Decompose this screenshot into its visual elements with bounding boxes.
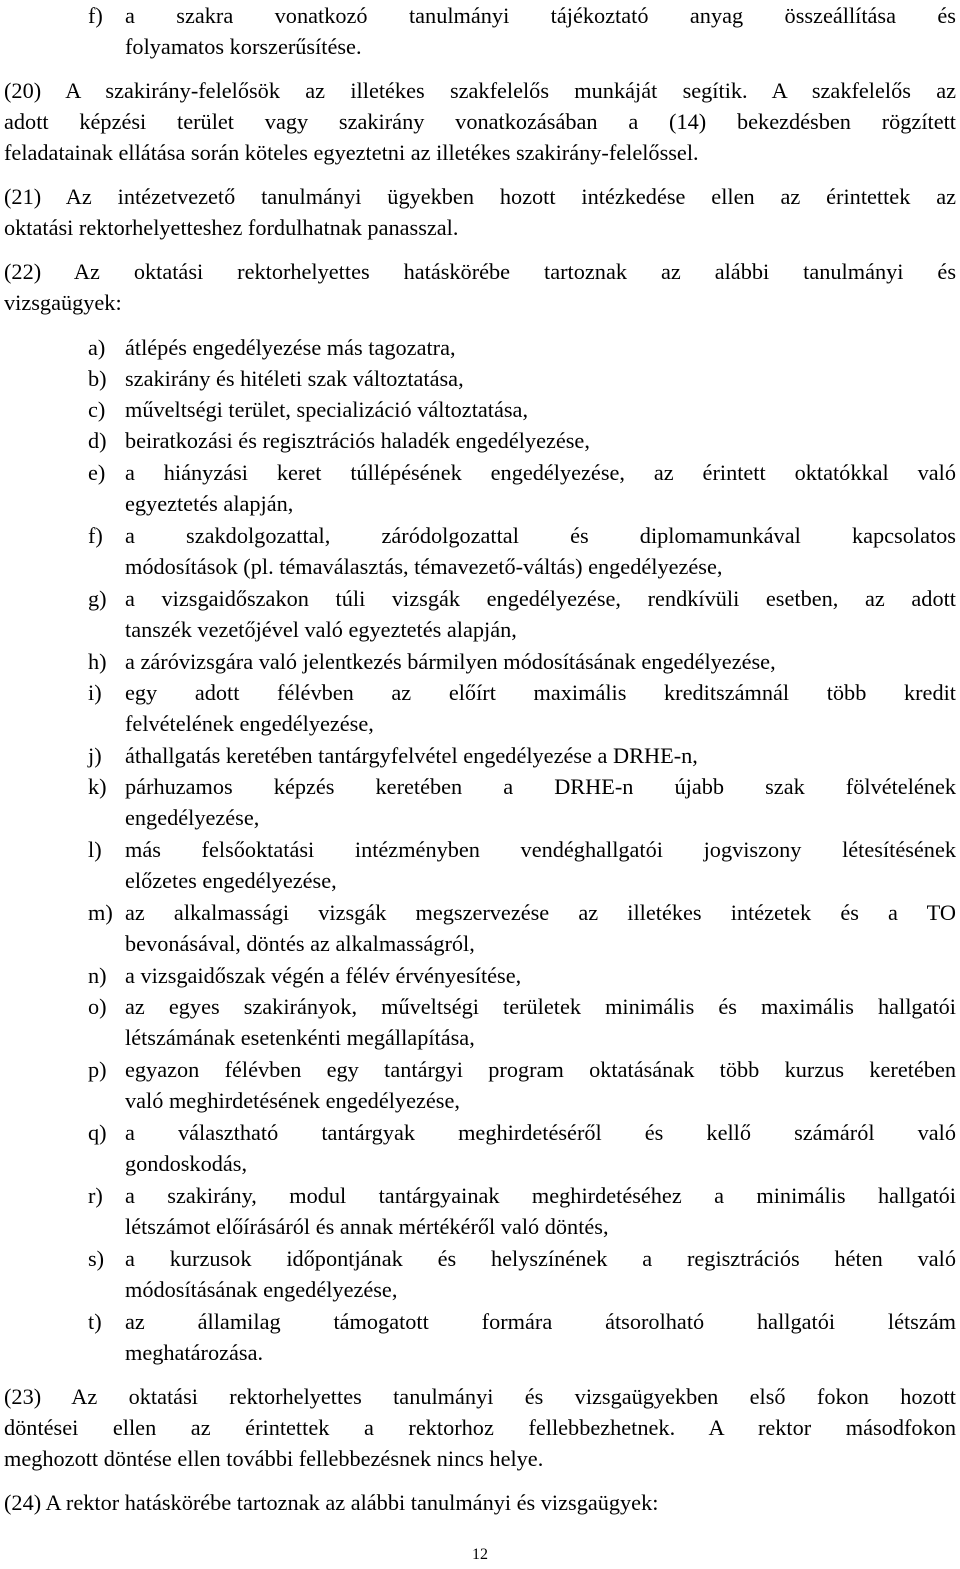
paragraph-line: (21) Az intézetvezető tanulmányi ügyekben hozott intézkedése ellen az érintettek az <box>4 184 956 209</box>
list-item-line: a vizsgaidőszakon túli vizsgák engedélyezése, rendkívüli esetben, az adott <box>125 586 956 611</box>
page-number: 12 <box>472 1546 488 1563</box>
list-item-line: engedélyezése, <box>125 805 260 831</box>
list-item-line: létszámának esetenkénti megállapítása, <box>125 1025 475 1051</box>
list-item-j <box>88 740 956 771</box>
list-marker: f) <box>88 3 103 28</box>
list-marker: n) <box>88 963 107 988</box>
list-item-line: gondoskodás, <box>125 1151 248 1177</box>
list-item-line: módosításának engedélyezése, <box>125 1277 398 1303</box>
list-marker: j) <box>88 743 102 768</box>
list-item-line: az egyes szakirányok, műveltségi területek minimális és maximális hallgatói <box>125 994 956 1019</box>
list-marker: r) <box>88 1183 103 1208</box>
list-marker: t) <box>88 1309 102 1334</box>
list-marker: h) <box>88 649 107 674</box>
list-marker: d) <box>88 428 107 453</box>
list-item-d <box>88 425 956 456</box>
list-marker: k) <box>88 774 107 799</box>
list-marker: p) <box>88 1057 107 1082</box>
list-item-n <box>88 960 956 991</box>
list-item-line: szakirány és hitéleti szak változtatása, <box>125 366 464 391</box>
list-item-line: meghatározása. <box>125 1340 264 1366</box>
paragraph-line: (24) A rektor hatáskörébe tartoznak az alábbi tanulmányi és vizsgaügyek: <box>4 1490 659 1515</box>
list-item-line: párhuzamos képzés keretében a DRHE-n újabb szak fölvételének <box>125 774 956 799</box>
list-item-line: műveltségi terület, specializáció változtatása, <box>125 397 529 422</box>
paragraph-20 <box>4 75 956 169</box>
list-item-c <box>88 394 956 425</box>
list-item-line: a hiányzási keret túllépésének engedélyezése, az érintett oktatókkal való <box>125 460 956 485</box>
list-item-line: a szakirány, modul tantárgyainak meghirdetéséhez a minimális hallgatói <box>125 1183 956 1208</box>
list-item-line: bevonásával, döntés az alkalmasságról, <box>125 931 475 957</box>
list-item-top-f <box>88 0 956 62</box>
list-item-r <box>88 1180 956 1242</box>
list-item-e <box>88 457 956 519</box>
list-marker: l) <box>88 837 102 862</box>
list-marker: i) <box>88 680 102 705</box>
paragraph-22 <box>4 256 956 318</box>
list-marker: c) <box>88 397 106 422</box>
paragraph-line: oktatási rektorhelyetteshez fordulhatnak panasszal. <box>4 215 459 241</box>
list-marker: f) <box>88 523 103 548</box>
list-item-line: folyamatos korszerűsítése. <box>125 34 362 60</box>
paragraph-line: döntései ellen az érintettek a rektorhoz fellebbezhetnek. A rektor másodfokon <box>4 1415 956 1441</box>
list-marker: a) <box>88 335 106 360</box>
list-marker: b) <box>88 366 107 391</box>
list-marker: e) <box>88 460 106 485</box>
paragraph-line: meghozott döntése ellen további fellebbezésnek nincs helye. <box>4 1446 544 1472</box>
list-item-h <box>88 646 956 677</box>
list-item-a <box>88 332 956 363</box>
list-item-line: más felsőoktatási intézményben vendéghallgatói jogviszony létesítésének <box>125 837 956 862</box>
list-item-f <box>88 520 956 582</box>
list-item-g <box>88 583 956 645</box>
list-item-line: egyazon félévben egy tantárgyi program oktatásának több kurzus keretében <box>125 1057 956 1082</box>
list-marker: m) <box>88 900 113 925</box>
list-item-k <box>88 771 956 833</box>
list-item-t <box>88 1306 956 1368</box>
paragraph-24 <box>4 1487 956 1518</box>
list-item-b <box>88 363 956 394</box>
list-item-line: a választható tantárgyak meghirdetéséről és kellő számáról való <box>125 1120 956 1145</box>
paragraph-line: (23) Az oktatási rektorhelyettes tanulmányi és vizsgaügyekben első fokon hozott <box>4 1384 956 1409</box>
paragraph-line: vizsgaügyek: <box>4 290 122 316</box>
paragraph-line: (20) A szakirány-felelősök az illetékes szakfelelős munkáját segítik. A szakfelelős az <box>4 78 956 103</box>
list-item-line: előzetes engedélyezése, <box>125 868 337 894</box>
list-marker: g) <box>88 586 107 611</box>
list-item-line: a vizsgaidőszak végén a félév érvényesítése, <box>125 963 522 988</box>
list-item-q <box>88 1117 956 1179</box>
paragraph-21 <box>4 181 956 243</box>
list-item-line: létszámot előírásáról és annak mértékéről való döntés, <box>125 1214 609 1240</box>
list-item-line: az államilag támogatott formára átsorolható hallgatói létszám <box>125 1309 956 1334</box>
list-item-line: a kurzusok időpontjának és helyszínének a regisztrációs héten való <box>125 1246 956 1271</box>
list-item-m <box>88 897 956 959</box>
list-item-line: a záróvizsgára való jelentkezés bármilyen módosításának engedélyezése, <box>125 649 776 674</box>
list-item-line: módosítások (pl. témaválasztás, témavezető-váltás) engedélyezése, <box>125 554 723 580</box>
list-item-p <box>88 1054 956 1116</box>
paragraph-line: feladatainak ellátása során köteles egyeztetni az illetékes szakirány-felelőssel. <box>4 140 699 166</box>
list-item-line: áthallgatás keretében tantárgyfelvétel engedélyezése a DRHE-n, <box>125 743 698 768</box>
list-item-line: való meghirdetésének engedélyezése, <box>125 1088 460 1114</box>
list-item-line: egy adott félévben az előírt maximális kreditszámnál több kredit <box>125 680 956 705</box>
list-item-l <box>88 834 956 896</box>
list-item-line: beiratkozási és regisztrációs haladék engedélyezése, <box>125 428 590 453</box>
list-item-s <box>88 1243 956 1305</box>
list-item-line: a szakra vonatkozó tanulmányi tájékoztató anyag összeállítása és <box>125 3 956 28</box>
paragraph-line: adott képzési terület vagy szakirány vonatkozásában a (14) bekezdésben rögzített <box>4 109 956 135</box>
list-marker: s) <box>88 1246 105 1271</box>
list-item-i <box>88 677 956 739</box>
list-item-line: a szakdolgozattal, záródolgozattal és diplomamunkával kapcsolatos <box>125 523 956 548</box>
list-item-line: egyeztetés alapján, <box>125 491 294 517</box>
list-item-line: felvételének engedélyezése, <box>125 711 374 737</box>
list-item-line: az alkalmassági vizsgák megszervezése az illetékes intézetek és a TO <box>125 900 956 925</box>
list-item-line: átlépés engedélyezése más tagozatra, <box>125 335 456 360</box>
list-marker: o) <box>88 994 107 1019</box>
list-item-o <box>88 991 956 1053</box>
list-item-line: tanszék vezetőjével való egyeztetés alapján, <box>125 617 517 643</box>
paragraph-line: (22) Az oktatási rektorhelyettes hatáskörébe tartoznak az alábbi tanulmányi és <box>4 259 956 284</box>
list-marker: q) <box>88 1120 107 1145</box>
paragraph-23 <box>4 1381 956 1475</box>
